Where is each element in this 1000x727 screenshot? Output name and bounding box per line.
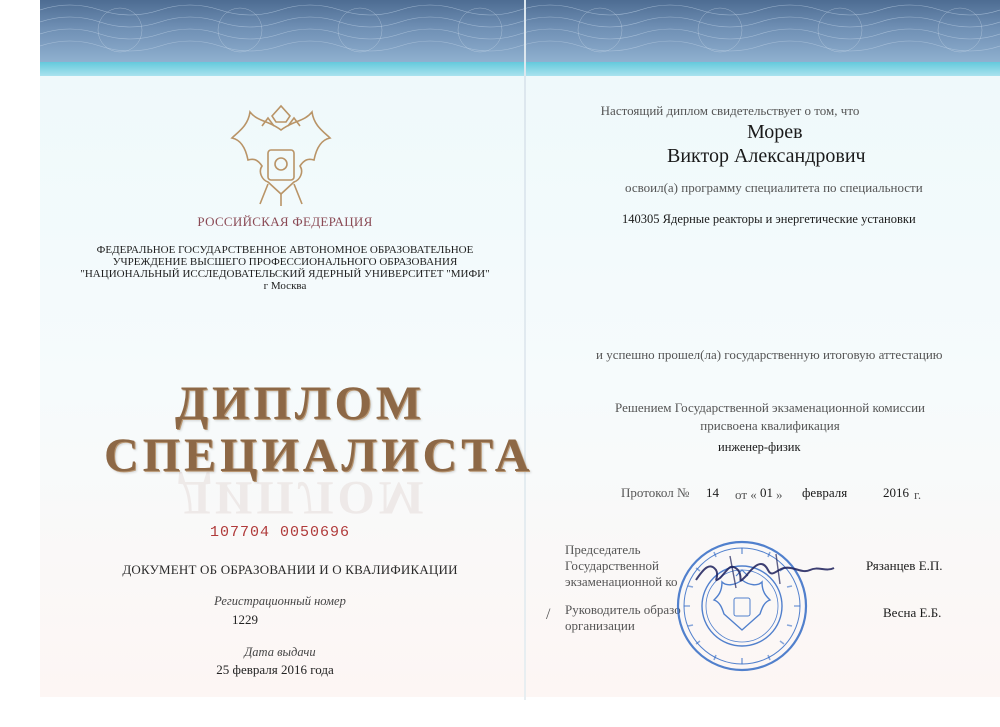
protocol-year: 2016 (883, 485, 909, 500)
head-name: Весна Е.Б. (883, 605, 942, 620)
document-type: ДОКУМЕНТ ОБ ОБРАЗОВАНИИ И О КВАЛИФИКАЦИИ (122, 562, 458, 577)
decision-line1: Решением Государственной экзаменационной комиссии (615, 400, 925, 415)
protocol-label: Протокол № (621, 485, 690, 500)
specialty: 140305 Ядерные реакторы и энергетические установки (622, 212, 916, 226)
slash-mark: / (546, 606, 551, 623)
org-city: г Москва (263, 280, 307, 292)
protocol-year-suffix: г. (914, 487, 922, 502)
issue-date-label: Дата выдачи (244, 645, 316, 659)
guilloche-band-light (40, 62, 1000, 76)
diploma-title-line2: СПЕЦИАЛИСТА (104, 429, 534, 482)
chair-line: Государственной (565, 558, 660, 573)
issuing-organization (75, 244, 495, 292)
protocol-month: февраля (802, 485, 848, 500)
head-line: организации (565, 618, 635, 633)
decision-line2: присвоена квалификация (700, 418, 840, 433)
org-line: "НАЦИОНАЛЬНЫЙ ИССЛЕДОВАТЕЛЬСКИЙ ЯДЕРНЫЙ УНИВЕРСИТЕТ "МИФИ" (80, 268, 490, 280)
graduate-given-names: Виктор Александрович (667, 145, 866, 167)
graduate-surname: Морев (747, 121, 803, 143)
reg-number: 1229 (232, 612, 258, 627)
signature-icon (690, 548, 840, 594)
chair-title (565, 542, 678, 590)
double-headed-eagle-icon (228, 102, 334, 210)
serial-number: 107704 0050696 (210, 524, 351, 541)
attestation-text: и успешно прошел(ла) государственную итоговую аттестацию (596, 347, 943, 362)
page-fold (524, 0, 526, 700)
qualification: инженер-физик (718, 440, 801, 454)
protocol-day: 01 (760, 485, 773, 500)
guilloche-band (40, 0, 1000, 62)
intro-text: Настоящий диплом свидетельствует о том, что (600, 103, 860, 118)
chair-name: Рязанцев Е.П. (866, 558, 943, 573)
head-title (565, 602, 681, 634)
org-line: УЧРЕЖДЕНИЕ ВЫСШЕГО ПРОФЕССИОНАЛЬНОГО ОБРАЗОВАНИЯ (112, 256, 458, 268)
chair-line: экзаменационной ко (565, 574, 678, 589)
protocol-from: от « (735, 487, 757, 502)
reg-number-label: Регистрационный номер (214, 594, 346, 608)
title-mirror-text: ДИПЛОМ (178, 471, 429, 524)
country-name: РОССИЙСКАЯ ФЕДЕРАЦИЯ (197, 214, 373, 229)
diploma-title-line1: ДИПЛОМ (175, 377, 426, 430)
protocol-number: 14 (706, 485, 719, 500)
chair-line: Председатель (565, 542, 641, 557)
head-line: Руководитель образо (565, 602, 681, 617)
protocol-close-quote: » (776, 487, 783, 502)
issue-date: 25 февраля 2016 года (216, 662, 334, 677)
program-text: освоил(а) программу специалитета по специальности (625, 180, 923, 195)
org-line: ФЕДЕРАЛЬНОЕ ГОСУДАРСТВЕННОЕ АВТОНОМНОЕ ОБРАЗОВАТЕЛЬНОЕ (96, 244, 474, 256)
